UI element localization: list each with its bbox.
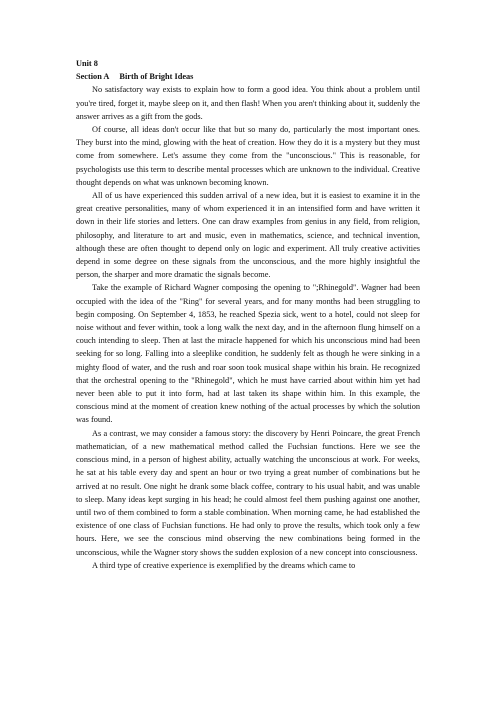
section-heading bbox=[76, 70, 420, 83]
unit-heading: Unit 8 bbox=[76, 59, 98, 68]
paragraph-3: All of us have experienced this sudden arrival of a new idea, but it is easiest to examine it in the great creative personalities, many of whom experienced it in an intensified form and have written it down in their life stories and letters. One can draw examples from genius in any field, from religion, philosophy, and literature to art and music, even in mathematics, science, and technical invention, although these are often thought to depend only on logic and experiment. All truly creative activities depend in some degree on these signals from the unconscious, and the more highly insightful the person, the sharper and more dramatic the signals become. bbox=[76, 191, 420, 280]
paragraph-5: As a contrast, we may consider a famous story: the discovery by Henri Poincare, the great French mathematician, of a new mathematical method called the Fuchsian functions. Here we see the conscious mind, in a person of highest ability, actually watching the unconscious at work. For weeks, he sat at his table every day and spent an hour or two trying a great number of combinations but he arrived at no result. One night he drank some black coffee, contrary to his usual habit, and was unable to sleep. Many ideas kept surging in his head; he could almost feel them pushing against one another, until two of them combined to form a stable combination. When morning came, he had established the existence of one class of Fuchsian functions. He had only to prove the results, which took only a few hours. Here, we see the conscious mind observing the new combinations being formed in the unconscious, while the Wagner story shows the sudden explosion of a new concept into consciousness. bbox=[76, 428, 420, 557]
document-page bbox=[76, 57, 420, 572]
section-title: Birth of Bright Ideas bbox=[119, 72, 194, 82]
paragraph-1: No satisfactory way exists to explain how to form a good idea. You think about a problem until you're tired, forget it, maybe sleep on it, and then flash! When you aren't thinking about it, suddenly the answer arrives as a gift from the gods. bbox=[76, 85, 420, 121]
paragraph-6: A third type of creative experience is exemplified by the dreams which came to bbox=[92, 560, 356, 570]
paragraph-4: Take the example of Richard Wagner composing the opening to ";Rhinegold". Wagner had been occupied with the idea of the "Ring" for several years, and for many months had been struggling to begin composing. On September 4, 1853, he reached Spezia sick, went to a hotel, could not sleep for noise without and fever within, took a long walk the next day, and in the afternoon flung himself on a couch intending to sleep. Then at last the miracle happened for which his unconscious mind had been seeking for so long. Falling into a sleeplike condition, he suddenly felt as though he were sinking in a mighty flood of water, and the rush and roar soon took musical shape within his brain. He recognized that the orchestral opening to the "Rhinegold", which he must have carried about within him yet had never been able to put it into form, had at last taken its shape within him. In this example, the conscious mind at the moment of creation knew nothing of the actual processes by which the solution was found. bbox=[76, 283, 420, 425]
section-label: Section A bbox=[76, 72, 110, 82]
paragraph-2: Of course, all ideas don't occur like that but so many do, particularly the most important ones. They burst into the mind, glowing with the heat of creation. How they do it is a mystery but they must come from somewhere. Let's assume they come from the "unconscious." This is reasonable, for psychologists use this term to describe mental processes which are unknown to the individual. Creative thought depends on what was unknown becoming known. bbox=[76, 125, 420, 187]
